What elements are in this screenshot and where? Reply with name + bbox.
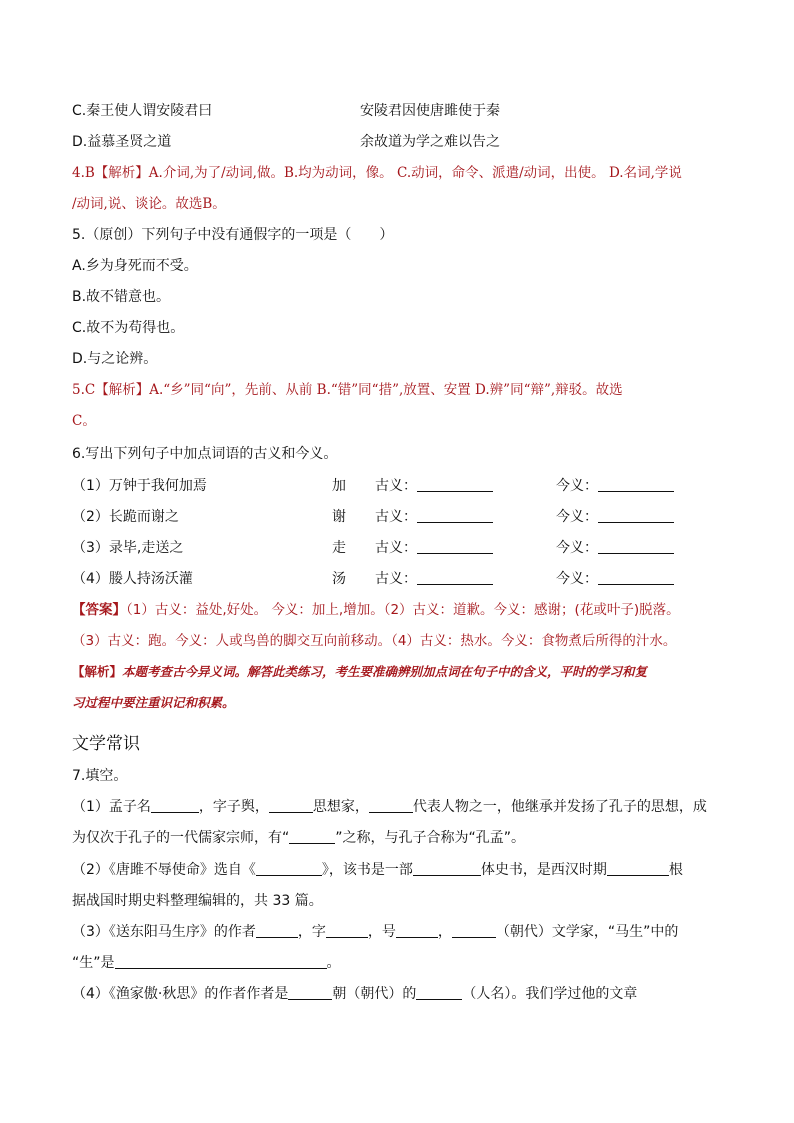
answer-blank[interactable]	[607, 861, 669, 876]
text-segment: 。	[326, 955, 341, 971]
analysis-6-line1	[72, 662, 647, 682]
q6-row-sentence: （2）长跪而谢之	[72, 509, 179, 525]
question-5-option-b: B.故不错意也。	[72, 289, 171, 305]
jin-label: 今义：	[556, 540, 598, 556]
question-6-stem: 6.写出下列句子中加点词语的古义和今义。	[72, 446, 338, 462]
answer-5-line1: 5.C【解析】A.“乡”同“向”，先前、从前 B.“错”同“措”,放置、安置 D.辨”同“辩”,辩驳。故选	[72, 382, 623, 398]
q7-part1-line1	[72, 797, 707, 817]
q4-option-c-left: C.秦王使人谓安陵君曰	[72, 103, 213, 119]
q6-row-word: 汤	[332, 571, 346, 587]
question-6-row	[72, 507, 598, 527]
q4-option-c	[72, 101, 500, 121]
answer-tag: 【答案】	[72, 602, 126, 618]
text-segment: 代表人物之一，他继承并发扬了孔子的思想，成	[412, 799, 707, 815]
question-5-option-a: A.乡为身死而不受。	[72, 258, 198, 274]
answer-blank[interactable]	[256, 861, 322, 876]
question-7-stem: 7.填空。	[72, 768, 128, 784]
answer-blank[interactable]	[289, 829, 335, 844]
q6-row-sentence: （4）媵人持汤沃灌	[72, 571, 193, 587]
gu-label: 古义：	[375, 540, 417, 556]
question-5-option-d: D.与之论辨。	[72, 351, 158, 367]
answer-blank[interactable]	[269, 798, 313, 813]
answer-blank[interactable]	[417, 539, 493, 554]
answer-blank[interactable]	[326, 923, 368, 938]
question-6-row	[72, 569, 598, 589]
question-6-row	[72, 476, 598, 496]
text-segment: （2）《唐雎不辱使命》选自《	[72, 862, 256, 878]
text-segment: ，字	[297, 924, 326, 940]
jin-label: 今义：	[556, 509, 598, 525]
answer-blank[interactable]	[417, 508, 493, 523]
text-segment: 为仅次于孔子的一代儒家宗师，有“	[72, 830, 290, 846]
text-segment: 朝（朝代）的	[332, 986, 417, 1002]
text-segment: 根	[668, 862, 683, 878]
text-segment: ，字子舆，	[198, 799, 269, 815]
answer-blank[interactable]	[115, 954, 327, 969]
analysis-tag: 【解析】	[72, 664, 123, 679]
answer-blank[interactable]	[369, 798, 413, 813]
gu-label: 古义：	[375, 571, 417, 587]
question-6-row	[72, 538, 598, 558]
answer-blank[interactable]	[416, 985, 462, 1000]
q7-part3-line1	[72, 922, 678, 942]
q4-option-d-left: D.益慕圣贤之道	[72, 134, 172, 150]
jin-label: 今义：	[556, 478, 598, 494]
answer-5-line2: C。	[72, 413, 96, 429]
answer-blank[interactable]	[417, 477, 493, 492]
q4-option-d	[72, 132, 500, 152]
answer-blank[interactable]	[598, 477, 674, 492]
answer-6-text: （1）古义：益处,好处。 今义：加上,增加。（2）古义：道歉。今义：感谢；(花或叶子)脱落。	[126, 602, 680, 618]
answer-blank[interactable]	[417, 570, 493, 585]
answer-blank[interactable]	[598, 539, 674, 554]
text-segment: ”之称，与孔子合称为“孔孟”。	[335, 830, 526, 846]
q6-row-sentence: （3）录毕,走送之	[72, 540, 184, 556]
q7-part2-line1	[72, 860, 683, 880]
answer-blank[interactable]	[151, 798, 199, 813]
gu-label: 古义：	[375, 509, 417, 525]
question-5-stem: 5.（原创）下列句子中没有通假字的一项是（ ）	[72, 227, 394, 243]
text-segment: 》，该书是一部	[321, 862, 413, 878]
text-segment: 体史书，是西汉时期	[480, 862, 607, 878]
text-segment: （4）《渔家傲·秋思》的作者作者是	[72, 986, 289, 1002]
q7-part3-line2	[72, 953, 341, 973]
text-segment: （朝代）文学家，“马生”中的	[495, 924, 679, 940]
q6-row-word: 走	[332, 540, 346, 556]
q7-part4-line1	[72, 984, 637, 1004]
answer-6-line1	[72, 600, 680, 620]
section-heading: 文学常识	[72, 734, 140, 754]
text-segment: ，号	[367, 924, 396, 940]
text-segment: “生”是	[72, 955, 115, 971]
jin-label: 今义：	[556, 571, 598, 587]
text-segment: （3）《送东阳马生序》的作者	[72, 924, 256, 940]
answer-4-line2: /动词,说、谈论。故选B。	[72, 196, 226, 212]
q7-part2-line2: 据战国时期史料整理编辑的，共 33 篇。	[72, 893, 323, 909]
q4-option-c-right: 安陵君因使唐雎使于秦	[360, 103, 500, 119]
answer-blank[interactable]	[256, 923, 298, 938]
q7-part1-line2	[72, 828, 525, 848]
analysis-6-text: 本题考查古今异义词。解答此类练习，考生要准确辨别加点词在句子中的含义，平时的学习和复	[122, 664, 648, 679]
q6-row-word: 谢	[332, 509, 346, 525]
answer-blank[interactable]	[452, 923, 496, 938]
text-segment: （1）孟子名	[72, 799, 151, 815]
text-segment: （人名）。我们学过他的文章	[462, 986, 638, 1002]
answer-blank[interactable]	[413, 861, 481, 876]
answer-6-line2: （3）古义：跑。今义：人或鸟兽的脚交互向前移动。（4）古义：热水。今义：食物煮后所得的汁水。	[72, 633, 677, 649]
answer-blank[interactable]	[288, 985, 332, 1000]
q4-option-d-right: 余故道为学之难以告之	[360, 134, 500, 150]
answer-blank[interactable]	[598, 508, 674, 523]
q6-row-word: 加	[332, 478, 346, 494]
answer-blank[interactable]	[396, 923, 438, 938]
text-segment: 思想家，	[312, 799, 369, 815]
analysis-6-line2: 习过程中要注重识记和积累。	[72, 695, 235, 710]
text-segment: ，	[437, 924, 452, 940]
gu-label: 古义：	[375, 478, 417, 494]
answer-blank[interactable]	[598, 570, 674, 585]
answer-4-line1: 4.B【解析】A.介词,为了/动词,做。B.均为动词，像。 C.动词，命令、派遣/动词，出使。 D.名词,学说	[72, 165, 682, 181]
q6-row-sentence: （1）万钟于我何加焉	[72, 478, 207, 494]
question-5-option-c: C.故不为苟得也。	[72, 320, 185, 336]
